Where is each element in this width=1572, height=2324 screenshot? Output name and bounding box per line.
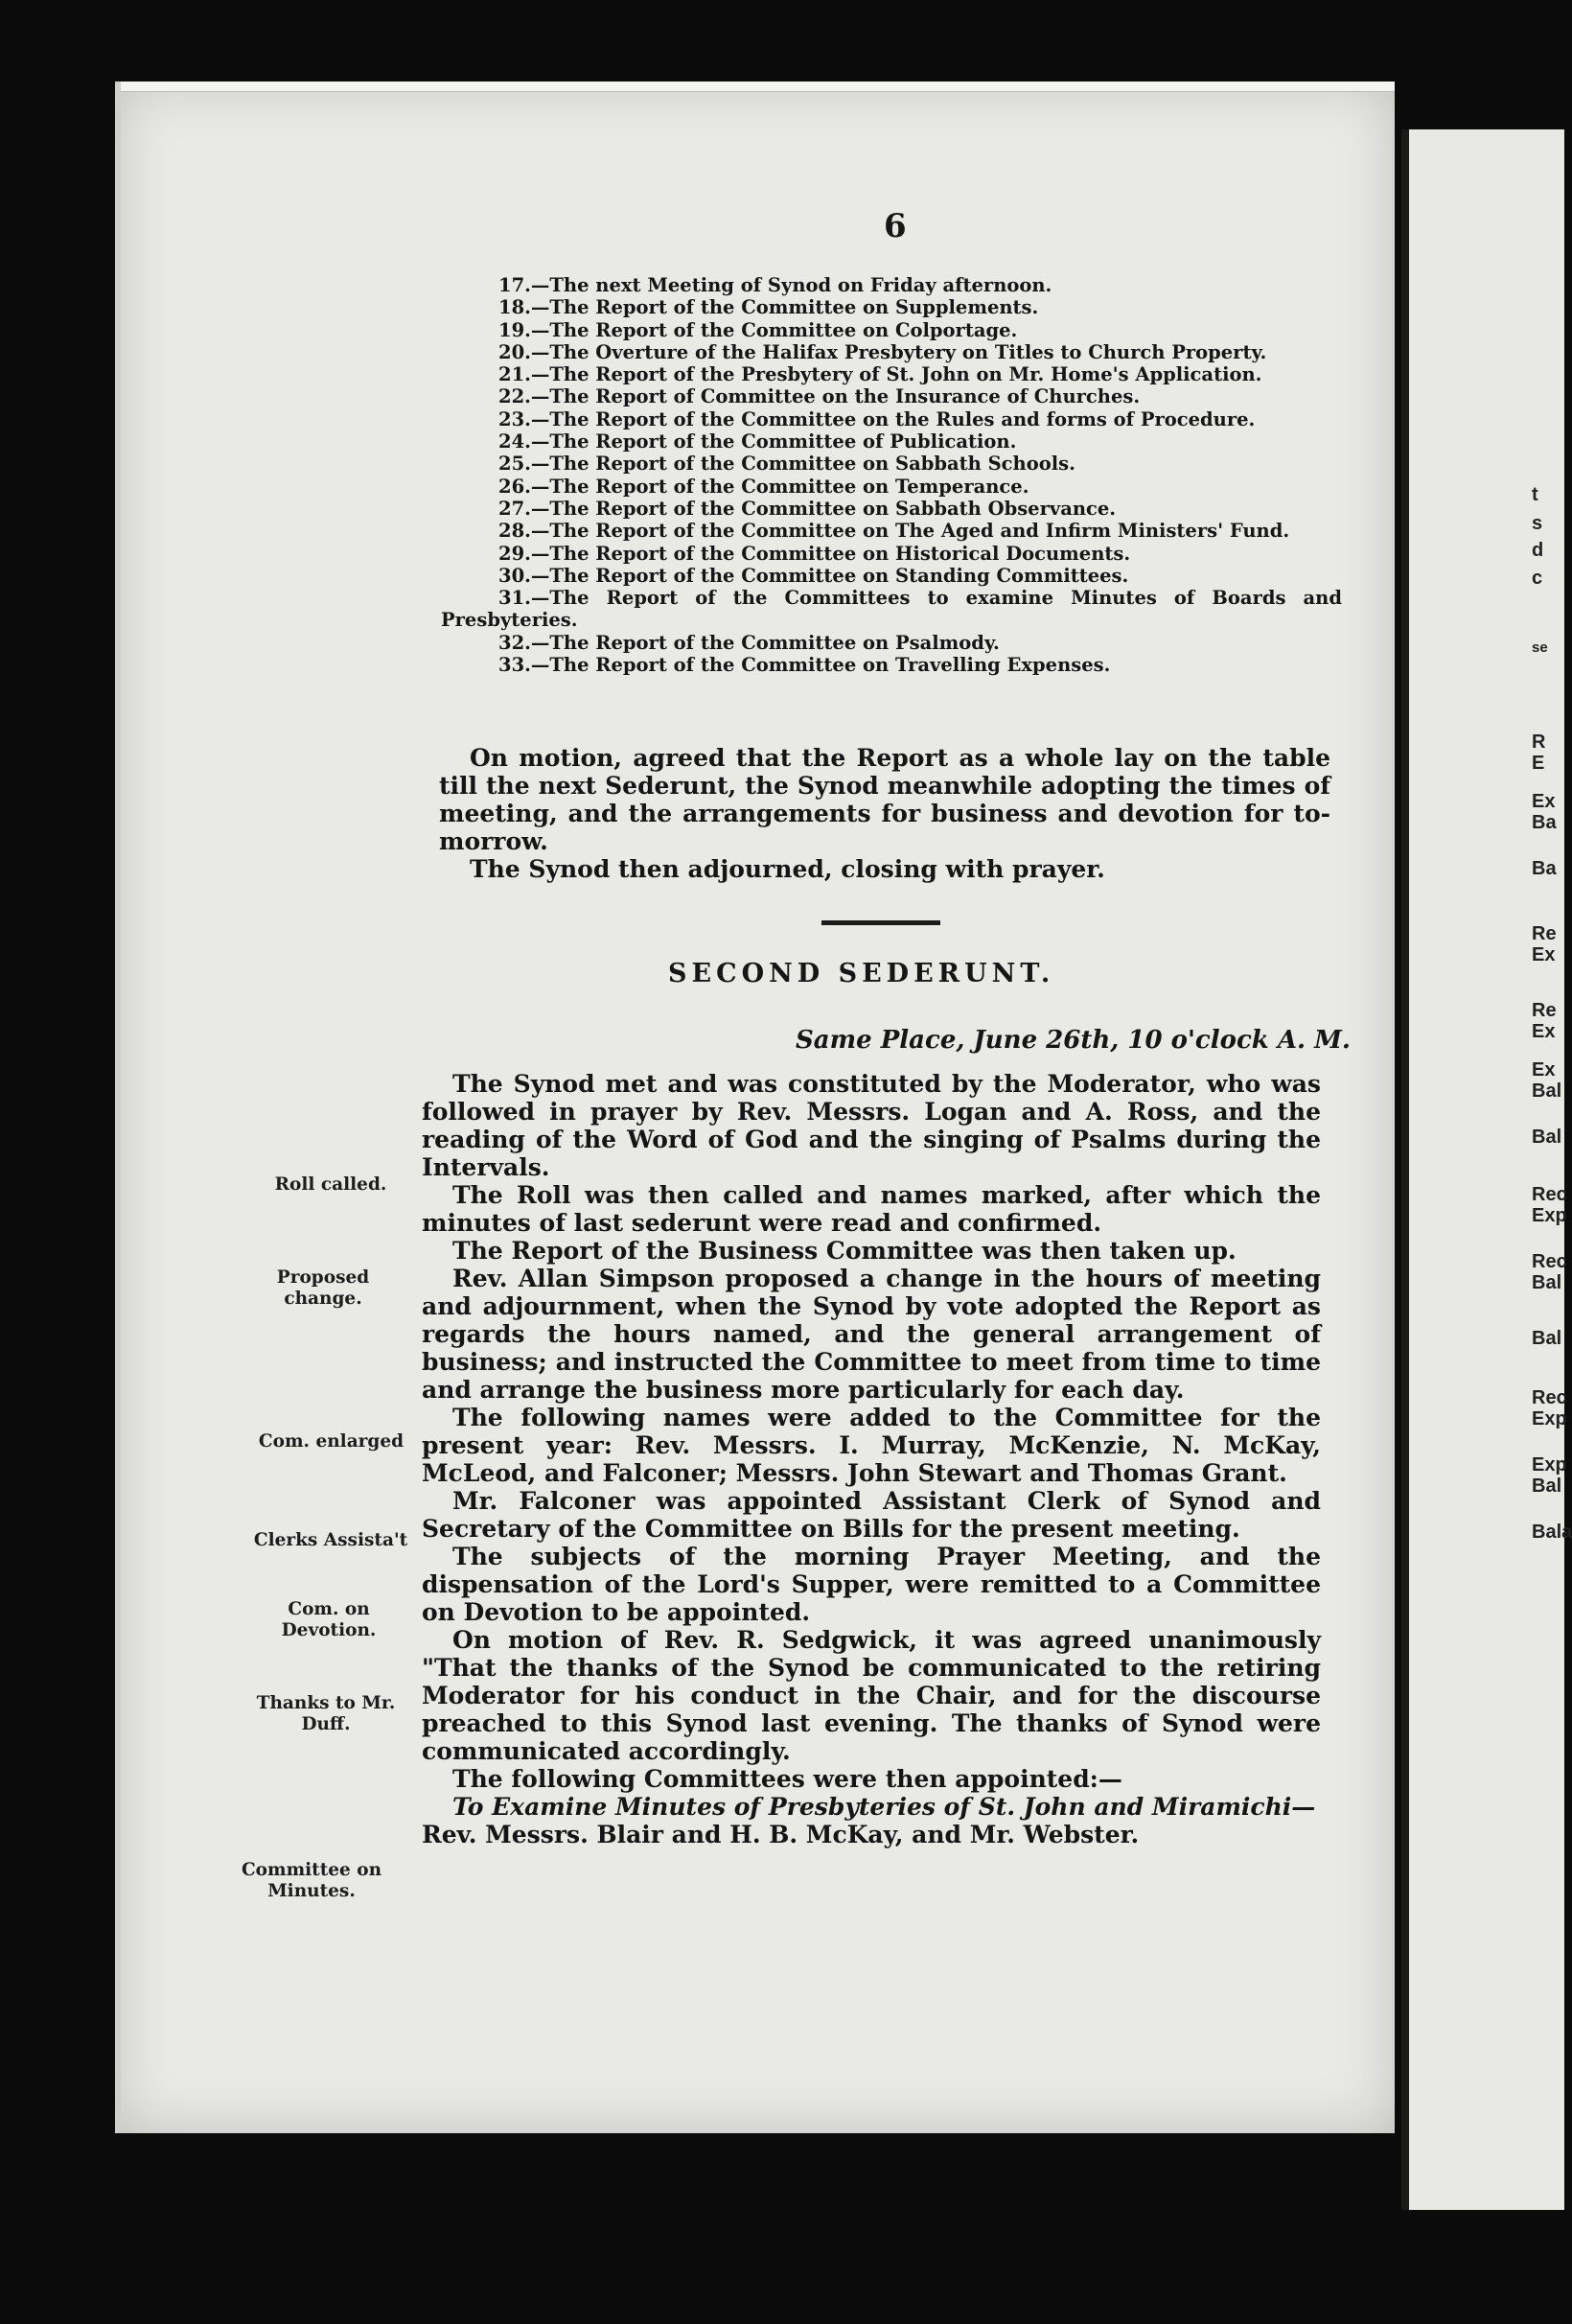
paragraph-simpson: Rev. Allan Simpson proposed a change in the hours of meeting and adjournment, when the Synod by vote adopted the Report as regards the hours named, and the general arrangement of business; and instructed the Committee to meet from time to time and arrange the business more particularly for each day.: [422, 1265, 1321, 1404]
list-item: 20.—The Overture of the Halifax Presbytery on Titles to Church Property.: [498, 340, 1267, 363]
margin-note-roll: Roll called.: [274, 1174, 387, 1195]
margin-note-devotion: Com. on Devotion.: [281, 1599, 377, 1640]
paragraph-names: The following names were added to the Committee for the present year: Rev. Messrs. I. Murray, McKenzie, N. McKay, McLeod, and Falconer; Messrs. John Stewart and Thomas Grant.: [422, 1404, 1321, 1487]
page-top-edge: [115, 81, 1395, 92]
list-item: 30.—The Report of the Committee on Standing Committees.: [498, 564, 1129, 587]
facing-fragment: Ba: [1532, 858, 1557, 879]
page-left-edge: [115, 81, 121, 2133]
facing-fragment: t: [1532, 484, 1538, 505]
motion-section: [439, 744, 1330, 883]
facing-fragment: d: [1532, 540, 1544, 561]
paragraph-roll: The Roll was then called and names marked, after which the minutes of last sederunt were read and confirmed.: [422, 1181, 1321, 1237]
list-item: 24.—The Report of the Committee of Publication.: [498, 430, 1017, 453]
minutes-committee-members: Rev. Messrs. Blair and H. B. McKay, and Mr. Webster.: [422, 1821, 1140, 1848]
list-item: 33.—The Report of the Committee on Travelling Expenses.: [498, 654, 1111, 677]
minutes-committee-title: To Examine Minutes of Presbyteries of St. John and Miramichi—: [452, 1793, 1316, 1821]
margin-note-proposed: Proposed change.: [276, 1267, 370, 1309]
paragraph-business: The Report of the Business Committee was then taken up.: [452, 1237, 1237, 1265]
facing-fragment: Bal: [1532, 1328, 1562, 1349]
facing-fragment: s: [1532, 513, 1543, 534]
list-item: 29.—The Report of the Committee on Historical Documents.: [498, 542, 1131, 565]
paragraph-sedgwick: On motion of Rev. R. Sedgwick, it was agreed unanimously "That the thanks of the Synod be communicated to the retiring Moderator for his conduct in the Chair, and for the discourse preached to this Synod last evening. The thanks of Synod were communicated accordingly.: [422, 1626, 1321, 1765]
margin-note-minutes: Committee on Minutes.: [241, 1860, 382, 1901]
margin-note-clerks: Clerks Assista't: [253, 1530, 408, 1550]
list-item: 18.—The Report of the Committee on Supplements.: [498, 296, 1039, 319]
list-item: 19.—The Report of the Committee on Colportage.: [498, 318, 1018, 341]
facing-fragment: Bal: [1532, 1081, 1562, 1102]
facing-fragment: R: [1532, 732, 1546, 753]
facing-fragment: Rec: [1532, 1251, 1567, 1272]
paragraph-met: The Synod met and was constituted by the Moderator, who was followed in prayer by Rev. Messrs. Logan and A. Ross, and the reading of the Word of God and the singing of Psalms during the Intervals.: [422, 1070, 1321, 1181]
facing-fragment: se: [1532, 639, 1548, 656]
facing-fragment: Ex: [1532, 944, 1556, 965]
list-item: 22.—The Report of Committee on the Insurance of Churches.: [498, 385, 1141, 408]
facing-fragment: Ba: [1532, 812, 1557, 833]
section-rule: [821, 920, 940, 925]
facing-fragment: Re: [1532, 923, 1557, 944]
margin-note-enlarged: Com. enlarged: [258, 1431, 405, 1452]
facing-fragment: Bala: [1532, 1522, 1572, 1543]
list-item: 27.—The Report of the Committee on Sabbath Observance.: [498, 497, 1117, 520]
facing-fragment: Ex: [1532, 1059, 1556, 1081]
page-number: 6: [884, 207, 907, 245]
facing-fragment: Ex: [1532, 791, 1556, 812]
second-sederunt-body: [422, 1070, 1321, 1848]
paragraph-motion: On motion, agreed that the Report as a whole lay on the table till the next Sederunt, the Synod meanwhile adopting the times of meeting, and the arrangements for business and devotion for to-morrow.: [439, 744, 1330, 855]
paragraph-falconer: Mr. Falconer was appointed Assistant Clerk of Synod and Secretary of the Committee on Bills for the present meeting.: [422, 1487, 1321, 1543]
list-item: 31.—The Report of the Committees to examine Minutes of Boards and: [498, 587, 1342, 610]
facing-fragment: Bal: [1532, 1272, 1562, 1293]
facing-fragment: Exp: [1532, 1408, 1567, 1429]
paragraph-committees: The following Committees were then appointed:—: [452, 1765, 1122, 1793]
list-item: 17.—The next Meeting of Synod on Friday afternoon.: [498, 274, 1052, 296]
facing-fragment: Exp: [1532, 1454, 1567, 1476]
list-item: 32.—The Report of the Committee on Psalmody.: [498, 631, 1000, 654]
section-heading: SECOND SEDERUNT.: [668, 959, 1055, 988]
facing-fragment: Bal: [1532, 1476, 1562, 1497]
list-item: 21.—The Report of the Presbytery of St. John on Mr. Home's Application.: [498, 363, 1262, 386]
facing-fragment: c: [1532, 568, 1543, 589]
facing-fragment: Rec: [1532, 1387, 1567, 1408]
dateline: Same Place, June 26th, 10 o'clock A. M.: [796, 1026, 1351, 1055]
margin-note-thanks: Thanks to Mr. Duff.: [256, 1693, 396, 1734]
list-item: 26.—The Report of the Committee on Temperance.: [498, 475, 1029, 498]
list-item-continuation: Presbyteries.: [441, 609, 578, 632]
facing-fragment: Bal: [1532, 1127, 1562, 1148]
facing-fragment: Rec: [1532, 1184, 1567, 1205]
paragraph-adjourned: The Synod then adjourned, closing with prayer.: [470, 855, 1105, 883]
facing-fragment: Exp: [1532, 1205, 1567, 1226]
facing-fragment: Re: [1532, 1000, 1557, 1021]
list-item: 25.—The Report of the Committee on Sabbath Schools.: [498, 453, 1075, 476]
business-order-list: [441, 274, 1342, 677]
facing-page: [1401, 129, 1572, 2210]
facing-fragment: E: [1532, 753, 1545, 774]
paragraph-prayer: The subjects of the morning Prayer Meeting, and the dispensation of the Lord's Supper, were remitted to a Committee on Devotion to be appointed.: [422, 1543, 1321, 1626]
list-item: 28.—The Report of the Committee on The Aged and Infirm Ministers' Fund.: [498, 520, 1290, 543]
list-item: 23.—The Report of the Committee on the Rules and forms of Procedure.: [498, 407, 1256, 430]
facing-fragment: Ex: [1532, 1021, 1556, 1042]
